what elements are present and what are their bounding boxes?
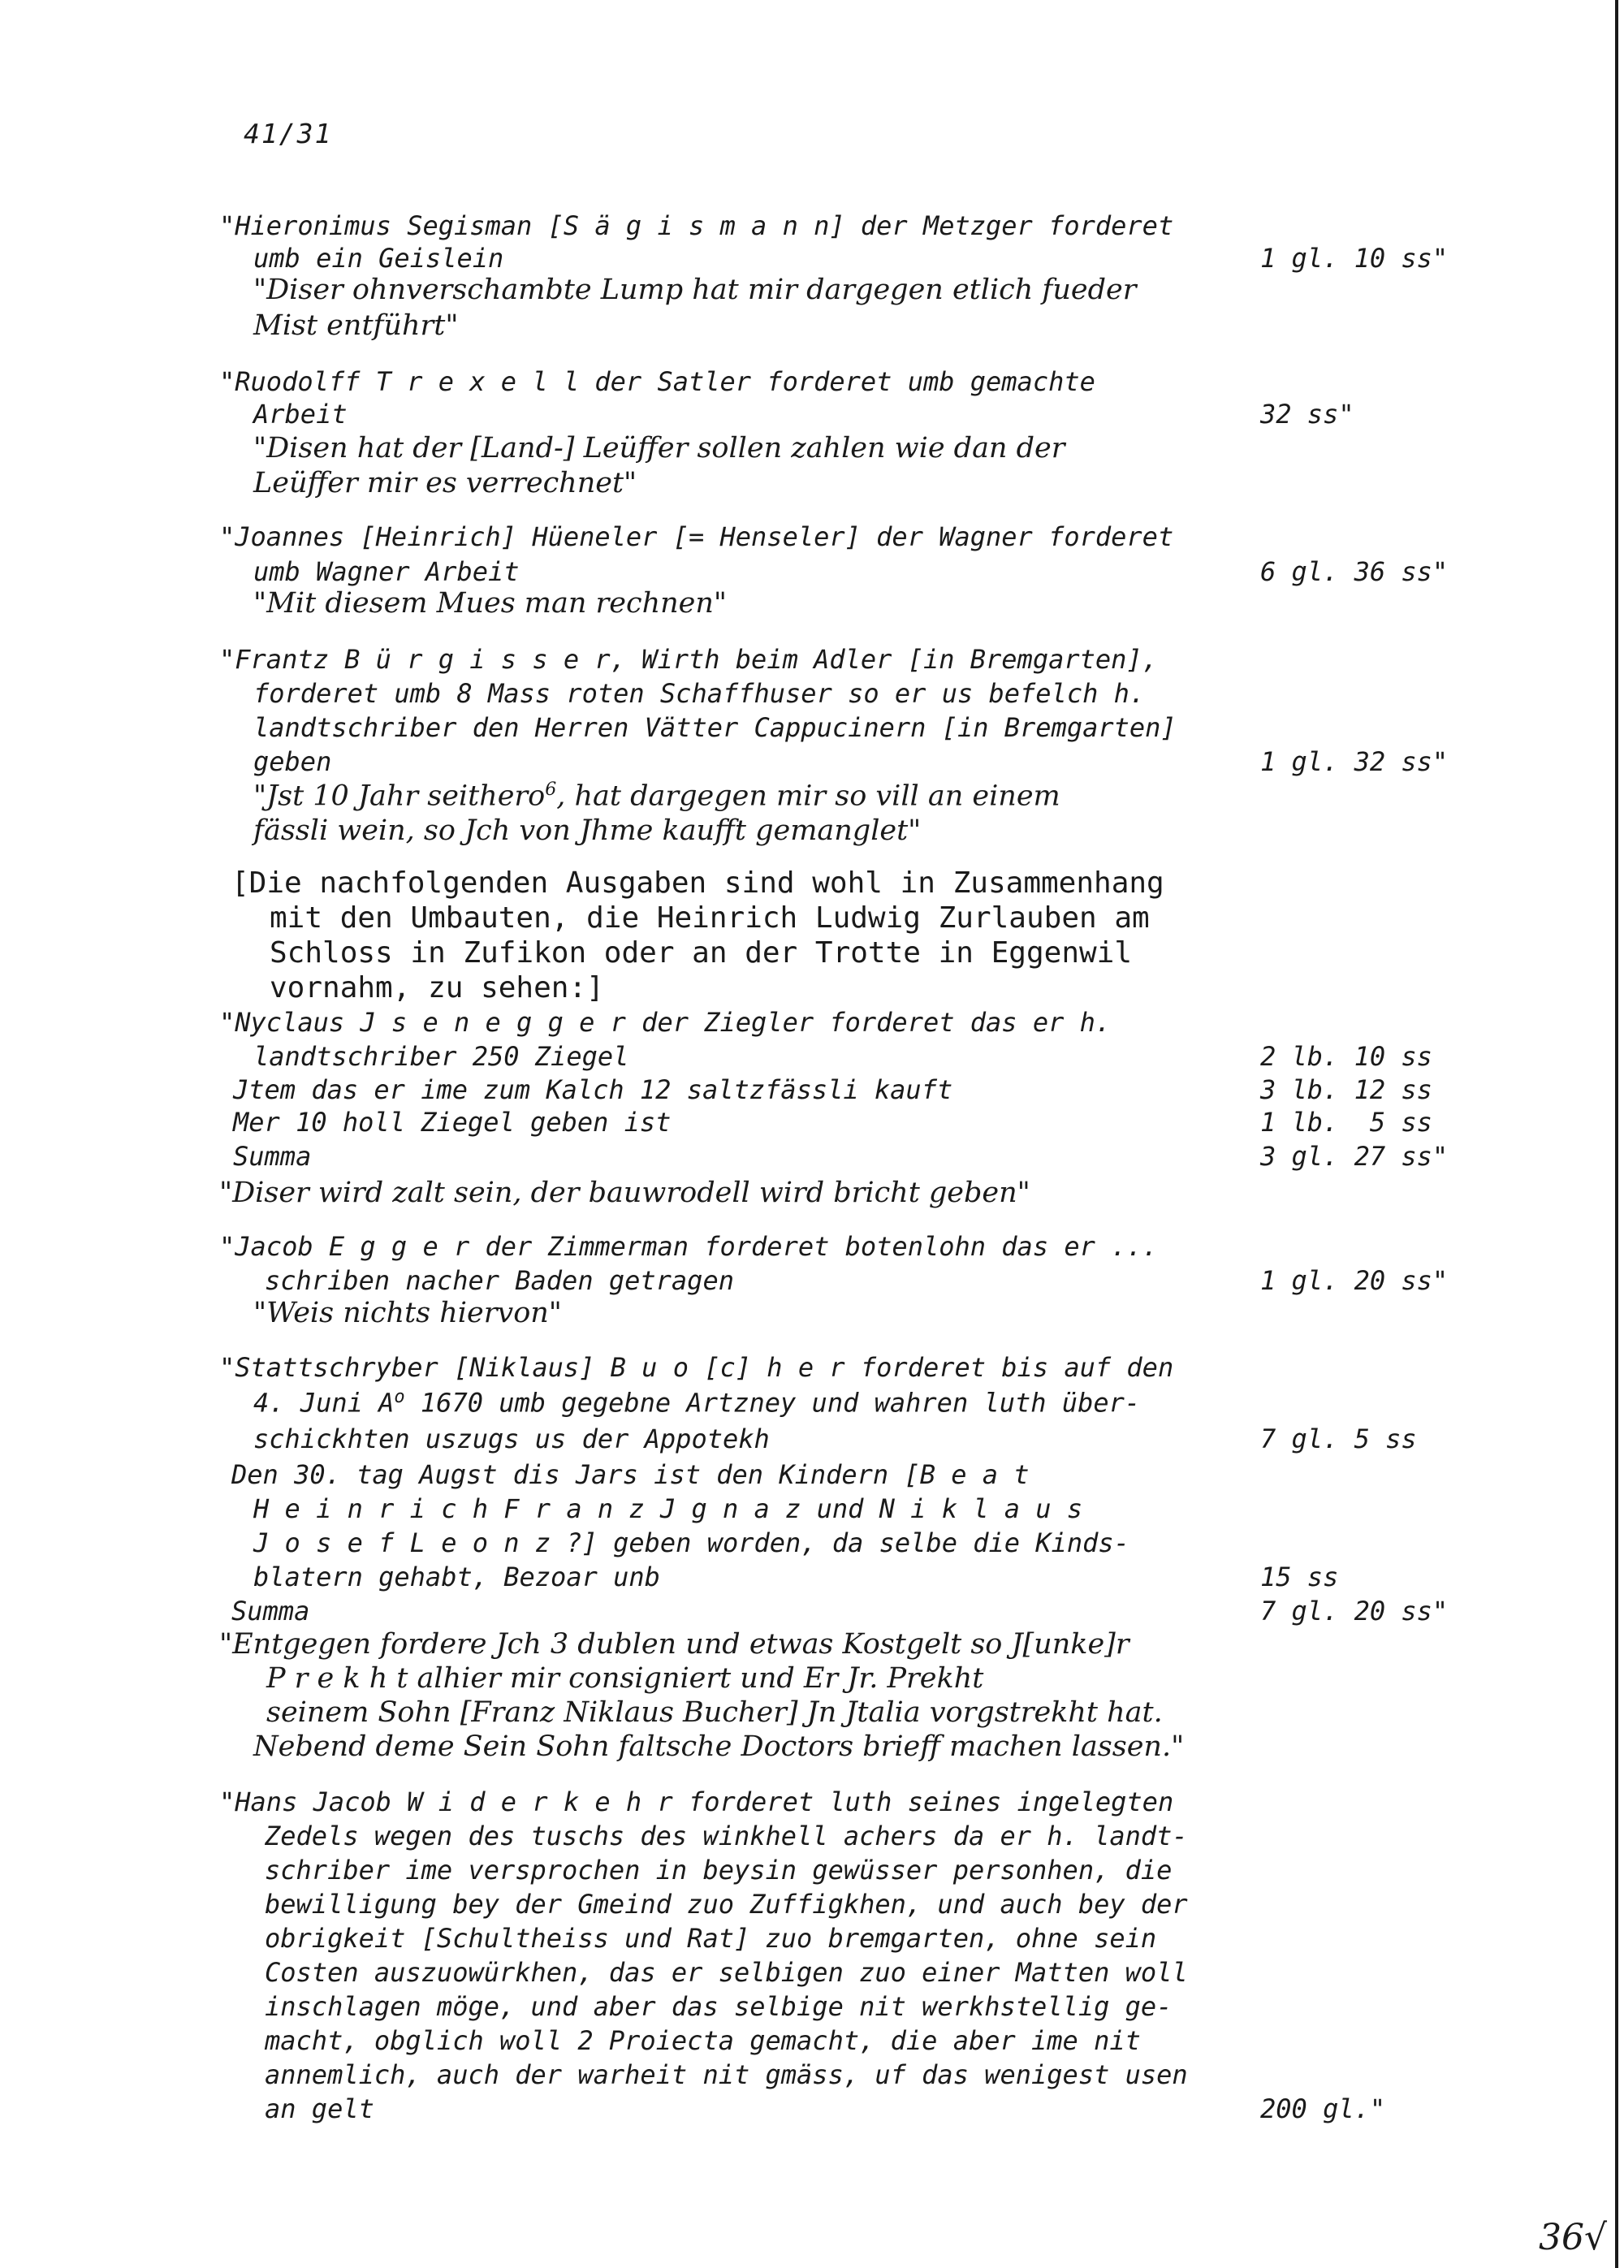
bucher-note-1: "Entgegen fordere Jch 3 dublen und etwas Kostgelt so J[unke]r [219, 1628, 1129, 1661]
ziegler-summa-amount: 3 gl. 27 ss" [1260, 1141, 1449, 1172]
corner-handwritten-mark: 36√ [1539, 2217, 1608, 2258]
egger-line-1: "Jacob E g g e r der Zimmerman forderet botenlohn das er ... [219, 1231, 1158, 1262]
page-edge [1615, 0, 1618, 2268]
widerkehr-line-7: inschlagen möge, und aber das selbige nit werkhstellig ge- [265, 1991, 1173, 2022]
editorial-line-1: [Die nachfolgenden Ausgaben sind wohl in Zusammenhang [231, 866, 1164, 900]
egger-line-2: schriben nacher Baden getragen [265, 1265, 734, 1296]
entry-3-line-1: "Joannes [Heinrich] Hüeneler [= Henseler] der Wagner forderet [219, 521, 1174, 552]
entry-1-note-1: "Diser ohnverschambte Lump hat mir dargegen etlich fueder [253, 274, 1137, 306]
widerkehr-line-3: schriber ime versprochen in beysin gewüsser personhen, die [265, 1855, 1173, 1886]
entry-4-note-1a: "Jst 10 Jahr seithero [253, 780, 546, 813]
widerkehr-line-9: annemlich, auch der warheit nit gmäss, uf das wenigest usen [265, 2059, 1188, 2090]
superscript-o: o [394, 1387, 405, 1407]
ziegler-item-1-amount: 2 lb. 10 ss [1260, 1041, 1432, 1072]
widerkehr-line-1: "Hans Jacob W i d e r k e h r forderet luth seines ingelegten [219, 1786, 1174, 1817]
bucher-line-7: blatern gehabt, Bezoar unb [253, 1562, 660, 1592]
bucher-line-6: J o s e f L e o n z ?] geben worden, da selbe die Kinds- [253, 1527, 1129, 1558]
ziegler-item-2: Jtem das er ime zum Kalch 12 saltzfässli kauft [233, 1074, 953, 1105]
entry-3-amount: 6 gl. 36 ss" [1260, 556, 1449, 587]
page-number: 41/31 [244, 118, 333, 149]
entry-4-line-2: forderet umb 8 Mass roten Schaffhuser so er us befelch h. [253, 678, 1146, 709]
entry-4-amount: 1 gl. 32 ss" [1260, 746, 1449, 777]
entry-4-line-3: landtschriber den Herren Vätter Cappucinern [in Bremgarten] [253, 712, 1177, 743]
entry-1-amount: 1 gl. 10 ss" [1260, 243, 1449, 274]
widerkehr-line-6: Costen auszuowürkhen, das er selbigen zuo einer Matten woll [265, 1957, 1188, 1988]
ziegler-item-1: landtschriber 250 Ziegel [253, 1041, 629, 1072]
entry-3-line-2: umb Wagner Arbeit [253, 556, 520, 587]
ziegler-item-3-amount: 1 lb. 5 ss [1260, 1107, 1432, 1138]
entry-4-note-1 [253, 781, 1060, 811]
entry-3-note-1: "Mit diesem Mues man rechnen" [253, 587, 728, 620]
bucher-line-2b: 1670 umb gegebne Artzney und wahren luth über- [404, 1387, 1141, 1419]
footnote-marker: 6 [545, 780, 557, 800]
egger-note: "Weis nichts hiervon" [253, 1297, 562, 1329]
bucher-line-2a: 4. Juni A [253, 1387, 395, 1419]
ziegler-line-1: "Nyclaus J s e n e g g e r der Ziegler forderet das er h. [219, 1007, 1112, 1038]
entry-2-note-2: Leüffer mir es verrechnet" [253, 467, 637, 499]
bucher-line-1: "Stattschryber [Niklaus] B u o [c] h e r forderet bis auf den [219, 1352, 1174, 1383]
widerkehr-line-5: obrigkeit [Schultheiss und Rat] zuo bremgarten, ohne sein [265, 1923, 1157, 1954]
bucher-note-2: P r e k h t alhier mir consigniert und Er Jr. Prekht [266, 1662, 984, 1695]
bucher-amount-2: 15 ss [1260, 1562, 1339, 1592]
bucher-line-4: Den 30. tag Augst dis Jars ist den Kindern [B e a t [231, 1459, 1030, 1490]
bucher-note-4: Nebend deme Sein Sohn faltsche Doctors brieff machen lassen." [253, 1730, 1185, 1763]
widerkehr-amount: 200 gl." [1260, 2093, 1386, 2124]
entry-2-line-1: "Ruodolff T r e x e l l der Satler forderet umb gemachte [219, 366, 1095, 397]
ziegler-item-2-amount: 3 lb. 12 ss [1260, 1074, 1432, 1105]
editorial-line-2: mit den Umbauten, die Heinrich Ludwig Zurlauben am [270, 901, 1150, 935]
entry-2-note-1: "Disen hat der [Land-] Leüffer sollen zahlen wie dan der [253, 432, 1065, 464]
widerkehr-line-10: an gelt [265, 2093, 374, 2124]
entry-4-note-1b: , hat dargegen mir so vill an einem [556, 780, 1060, 813]
editorial-line-4: vornahm, zu sehen:] [270, 971, 604, 1004]
bucher-amount-1: 7 gl. 5 ss [1260, 1423, 1417, 1454]
entry-1-note-2: Mist entführt" [253, 309, 459, 342]
widerkehr-line-4: bewilligung bey der Gmeind zuo Zuffigkhen, und auch bey der [265, 1889, 1188, 1920]
ziegler-item-3: Mer 10 holl Ziegel geben ist [233, 1107, 672, 1138]
bucher-line-5: H e i n r i c h F r a n z J g n a z und N i k l a u s [253, 1493, 1083, 1524]
editorial-line-3: Schloss in Zufikon oder an der Trotte in Eggenwil [270, 936, 1133, 970]
widerkehr-line-8: macht, obglich woll 2 Proiecta gemacht, die aber ime nit [265, 2025, 1141, 2056]
entry-1-line-1: "Hieronimus Segisman [S ä g i s m a n n] der Metzger forderet [219, 210, 1174, 241]
bucher-summa: Summa [231, 1596, 310, 1626]
entry-4-line-4: geben [253, 746, 332, 777]
bucher-summa-amount: 7 gl. 20 ss" [1260, 1596, 1449, 1626]
bucher-line-2 [253, 1387, 1141, 1419]
entry-2-line-2: Arbeit [253, 399, 348, 430]
entry-1-line-2: umb ein Geislein [253, 243, 504, 274]
bucher-line-3: schickhten uszugs us der Appotekh [253, 1423, 770, 1454]
entry-2-amount: 32 ss" [1260, 399, 1354, 430]
ziegler-summa: Summa [233, 1141, 312, 1172]
ziegler-note: "Diser wird zalt sein, der bauwrodell wird bricht geben" [219, 1177, 1030, 1209]
entry-4-note-2: fässli wein, so Jch von Jhme kaufft gemanglet" [253, 814, 922, 847]
bucher-note-3: seinem Sohn [Franz Niklaus Bucher] Jn Jtalia vorgstrekht hat. [266, 1696, 1163, 1729]
egger-amount: 1 gl. 20 ss" [1260, 1265, 1449, 1296]
entry-4-line-1: "Frantz B ü r g i s s e r, Wirth beim Adler [in Bremgarten], [219, 644, 1158, 675]
widerkehr-line-2: Zedels wegen des tuschs des winkhell achers da er h. landt- [265, 1821, 1188, 1851]
